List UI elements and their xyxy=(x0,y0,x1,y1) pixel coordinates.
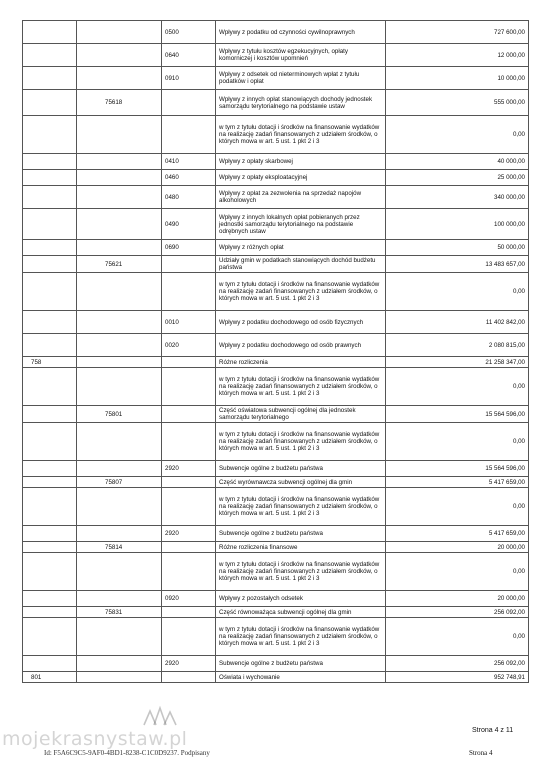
page-number: Strona 4 z 11 xyxy=(472,727,514,734)
table-row xyxy=(23,90,529,116)
table-row xyxy=(23,542,529,553)
cell-dzial xyxy=(23,44,77,67)
table-row xyxy=(23,44,529,67)
cell-description: Wpływy z innych lokalnych opłat pobieranych przez jednostki samorządu terytorialnego na podstawie odrębnych ustaw xyxy=(216,209,386,240)
document-id: Id: F5A6C9C5-9AF0-4BD1-8238-C1C0D9237. Podpisany xyxy=(44,749,210,757)
cell-description: Różne rozliczenia xyxy=(216,357,386,368)
table-row xyxy=(23,672,529,683)
cell-dzial xyxy=(23,368,77,406)
cell-description: Różne rozliczenia finansowe xyxy=(216,542,386,553)
cell-description: Część równoważąca subwencji ogólnej dla gmin xyxy=(216,607,386,618)
table-row xyxy=(23,488,529,526)
cell-amount: 0,00 xyxy=(386,116,529,154)
cell-rozdzial xyxy=(77,154,162,170)
cell-rozdzial xyxy=(77,209,162,240)
cell-paragraf xyxy=(162,672,216,683)
cell-rozdzial: 75814 xyxy=(77,542,162,553)
table-row xyxy=(23,368,529,406)
cell-amount: 25 000,00 xyxy=(386,170,529,186)
table-row xyxy=(23,240,529,256)
table-row xyxy=(23,656,529,672)
cell-amount: 0,00 xyxy=(386,618,529,656)
cell-rozdzial xyxy=(77,423,162,461)
cell-dzial xyxy=(23,170,77,186)
cell-amount: 20 000,00 xyxy=(386,591,529,607)
cell-amount: 0,00 xyxy=(386,368,529,406)
cell-description: w tym z tytułu dotacji i środków na finansowanie wydatków na realizację zadań finansowanych z udziałem środków, o których mowa w art. 5 ust. 1 pkt 2 i 3 xyxy=(216,116,386,154)
cell-description: Wpływy z tytułu kosztów egzekucyjnych, opłaty komorniczej i kosztów upomnień xyxy=(216,44,386,67)
cell-amount: 13 483 657,00 xyxy=(386,256,529,273)
cell-description: Wpływy z opłaty eksploatacyjnej xyxy=(216,170,386,186)
table-row xyxy=(23,334,529,357)
cell-rozdzial xyxy=(77,672,162,683)
cell-paragraf: 0010 xyxy=(162,311,216,334)
cell-dzial xyxy=(23,334,77,357)
table-row xyxy=(23,591,529,607)
cell-paragraf: 0020 xyxy=(162,334,216,357)
cell-paragraf xyxy=(162,607,216,618)
cell-rozdzial: 75618 xyxy=(77,90,162,116)
table-row xyxy=(23,357,529,368)
cell-dzial xyxy=(23,406,77,423)
cell-rozdzial xyxy=(77,618,162,656)
table-row xyxy=(23,311,529,334)
cell-dzial xyxy=(23,542,77,553)
cell-paragraf: 0640 xyxy=(162,44,216,67)
cell-description: Subwencje ogólne z budżetu państwa xyxy=(216,656,386,672)
cell-dzial xyxy=(23,116,77,154)
cell-paragraf xyxy=(162,542,216,553)
cell-amount: 0,00 xyxy=(386,273,529,311)
table-row xyxy=(23,607,529,618)
cell-amount: 40 000,00 xyxy=(386,154,529,170)
cell-amount: 340 000,00 xyxy=(386,186,529,209)
cell-rozdzial: 75621 xyxy=(77,256,162,273)
table-row xyxy=(23,461,529,477)
cell-paragraf xyxy=(162,368,216,406)
cell-paragraf: 0480 xyxy=(162,186,216,209)
table-row xyxy=(23,406,529,423)
cell-rozdzial: 75801 xyxy=(77,406,162,423)
cell-paragraf: 0910 xyxy=(162,67,216,90)
cell-paragraf: 0460 xyxy=(162,170,216,186)
cell-rozdzial xyxy=(77,461,162,477)
cell-description: Część wyrównawcza subwencji ogólnej dla gmin xyxy=(216,477,386,488)
cell-amount: 256 092,00 xyxy=(386,607,529,618)
cell-paragraf xyxy=(162,406,216,423)
cell-dzial xyxy=(23,90,77,116)
cell-rozdzial xyxy=(77,116,162,154)
cell-paragraf xyxy=(162,553,216,591)
cell-rozdzial xyxy=(77,170,162,186)
cell-paragraf xyxy=(162,116,216,154)
cell-paragraf xyxy=(162,357,216,368)
cell-description: w tym z tytułu dotacji i środków na finansowanie wydatków na realizację zadań finansowanych z udziałem środków, o których mowa w art. 5 ust. 1 pkt 2 i 3 xyxy=(216,368,386,406)
cell-dzial xyxy=(23,461,77,477)
cell-paragraf xyxy=(162,256,216,273)
cell-description: Wpływy z pozostałych odsetek xyxy=(216,591,386,607)
cell-amount: 555 000,00 xyxy=(386,90,529,116)
cell-paragraf xyxy=(162,423,216,461)
cell-amount: 0,00 xyxy=(386,553,529,591)
cell-dzial xyxy=(23,256,77,273)
cell-dzial xyxy=(23,477,77,488)
cell-rozdzial xyxy=(77,311,162,334)
cell-description: Subwencje ogólne z budżetu państwa xyxy=(216,526,386,542)
cell-dzial xyxy=(23,186,77,209)
cell-rozdzial xyxy=(77,334,162,357)
cell-paragraf xyxy=(162,618,216,656)
cell-rozdzial xyxy=(77,21,162,44)
cell-dzial xyxy=(23,273,77,311)
cell-paragraf xyxy=(162,90,216,116)
cell-amount: 20 000,00 xyxy=(386,542,529,553)
cell-dzial: 758 xyxy=(23,357,77,368)
cell-rozdzial xyxy=(77,553,162,591)
cell-amount: 952 748,91 xyxy=(386,672,529,683)
cell-dzial: 801 xyxy=(23,672,77,683)
cell-dzial xyxy=(23,607,77,618)
cell-amount: 15 564 596,00 xyxy=(386,461,529,477)
cell-paragraf: 0690 xyxy=(162,240,216,256)
cell-dzial xyxy=(23,154,77,170)
table-row xyxy=(23,477,529,488)
cell-amount: 10 000,00 xyxy=(386,67,529,90)
cell-description: w tym z tytułu dotacji i środków na finansowanie wydatków na realizację zadań finansowanych z udziałem środków, o których mowa w art. 5 ust. 1 pkt 2 i 3 xyxy=(216,553,386,591)
budget-table-body xyxy=(23,21,529,683)
cell-description: w tym z tytułu dotacji i środków na finansowanie wydatków na realizację zadań finansowanych z udziałem środków, o których mowa w art. 5 ust. 1 pkt 2 i 3 xyxy=(216,618,386,656)
cell-rozdzial xyxy=(77,240,162,256)
cell-dzial xyxy=(23,21,77,44)
cell-rozdzial xyxy=(77,67,162,90)
cell-amount: 21 258 347,00 xyxy=(386,357,529,368)
cell-paragraf: 2920 xyxy=(162,656,216,672)
table-row xyxy=(23,618,529,656)
cell-dzial xyxy=(23,67,77,90)
cell-amount: 15 564 596,00 xyxy=(386,406,529,423)
table-row xyxy=(23,209,529,240)
cell-dzial xyxy=(23,209,77,240)
cell-dzial xyxy=(23,423,77,461)
cell-description: w tym z tytułu dotacji i środków na finansowanie wydatków na realizację zadań finansowanych z udziałem środków, o których mowa w art. 5 ust. 1 pkt 2 i 3 xyxy=(216,488,386,526)
cell-amount: 2 080 815,00 xyxy=(386,334,529,357)
cell-description: Udziały gmin w podatkach stanowiących dochód budżetu państwa xyxy=(216,256,386,273)
cell-paragraf: 2920 xyxy=(162,461,216,477)
table-row xyxy=(23,553,529,591)
page-number-footer: Strona 4 xyxy=(469,749,493,757)
cell-rozdzial xyxy=(77,357,162,368)
cell-dzial xyxy=(23,591,77,607)
cell-rozdzial xyxy=(77,488,162,526)
cell-dzial xyxy=(23,618,77,656)
cell-paragraf xyxy=(162,477,216,488)
table-row xyxy=(23,21,529,44)
cell-rozdzial xyxy=(77,591,162,607)
cell-paragraf: 0920 xyxy=(162,591,216,607)
cell-paragraf: 0410 xyxy=(162,154,216,170)
cell-amount: 256 092,00 xyxy=(386,656,529,672)
cell-rozdzial: 75831 xyxy=(77,607,162,618)
cell-dzial xyxy=(23,553,77,591)
cell-paragraf xyxy=(162,488,216,526)
budget-table xyxy=(22,20,529,683)
cell-description: w tym z tytułu dotacji i środków na finansowanie wydatków na realizację zadań finansowanych z udziałem środków, o których mowa w art. 5 ust. 1 pkt 2 i 3 xyxy=(216,423,386,461)
table-row xyxy=(23,256,529,273)
cell-dzial xyxy=(23,526,77,542)
cell-description: w tym z tytułu dotacji i środków na finansowanie wydatków na realizację zadań finansowanych z udziałem środków, o których mowa w art. 5 ust. 1 pkt 2 i 3 xyxy=(216,273,386,311)
cell-description: Wpływy z podatku od czynności cywilnoprawnych xyxy=(216,21,386,44)
cell-paragraf: 0490 xyxy=(162,209,216,240)
cell-amount: 727 600,00 xyxy=(386,21,529,44)
cell-rozdzial xyxy=(77,273,162,311)
cell-amount: 5 417 659,00 xyxy=(386,526,529,542)
cell-dzial xyxy=(23,311,77,334)
cell-rozdzial: 75807 xyxy=(77,477,162,488)
table-row xyxy=(23,170,529,186)
table-row xyxy=(23,273,529,311)
cell-paragraf: 2920 xyxy=(162,526,216,542)
cell-rozdzial xyxy=(77,526,162,542)
cell-description: Wpływy z opłaty skarbowej xyxy=(216,154,386,170)
cell-description: Wpływy z podatku dochodowego od osób prawnych xyxy=(216,334,386,357)
cell-description: Subwencje ogólne z budżetu państwa xyxy=(216,461,386,477)
cell-amount: 100 000,00 xyxy=(386,209,529,240)
table-row xyxy=(23,526,529,542)
cell-description: Wpływy z podatku dochodowego od osób fizycznych xyxy=(216,311,386,334)
cell-description: Wpływy z opłat za zezwolenia na sprzedaż napojów alkoholowych xyxy=(216,186,386,209)
table-row xyxy=(23,154,529,170)
table-row xyxy=(23,67,529,90)
cell-amount: 50 000,00 xyxy=(386,240,529,256)
watermark-text: mojekrasnystaw.pl xyxy=(2,728,188,750)
cell-description: Wpływy z różnych opłat xyxy=(216,240,386,256)
cell-description: Wpływy z odsetek od nieterminowych wpłat z tytułu podatków i opłat xyxy=(216,67,386,90)
cell-description: Część oświatowa subwencji ogólnej dla jednostek samorządu terytorialnego xyxy=(216,406,386,423)
cell-description: Wpływy z innych opłat stanowiących dochody jednostek samorządu terytorialnego na podstawie ustaw xyxy=(216,90,386,116)
table-row xyxy=(23,423,529,461)
cell-rozdzial xyxy=(77,186,162,209)
cell-amount: 12 000,00 xyxy=(386,44,529,67)
cell-amount: 0,00 xyxy=(386,423,529,461)
cell-rozdzial xyxy=(77,44,162,67)
cell-rozdzial xyxy=(77,656,162,672)
cell-paragraf: 0500 xyxy=(162,21,216,44)
table-row xyxy=(23,186,529,209)
table-row xyxy=(23,116,529,154)
cell-amount: 0,00 xyxy=(386,488,529,526)
cell-amount: 5 417 659,00 xyxy=(386,477,529,488)
cell-dzial xyxy=(23,488,77,526)
cell-dzial xyxy=(23,656,77,672)
cell-dzial xyxy=(23,240,77,256)
cell-rozdzial xyxy=(77,368,162,406)
cell-paragraf xyxy=(162,273,216,311)
cell-amount: 11 402 842,00 xyxy=(386,311,529,334)
cell-description: Oświata i wychowanie xyxy=(216,672,386,683)
